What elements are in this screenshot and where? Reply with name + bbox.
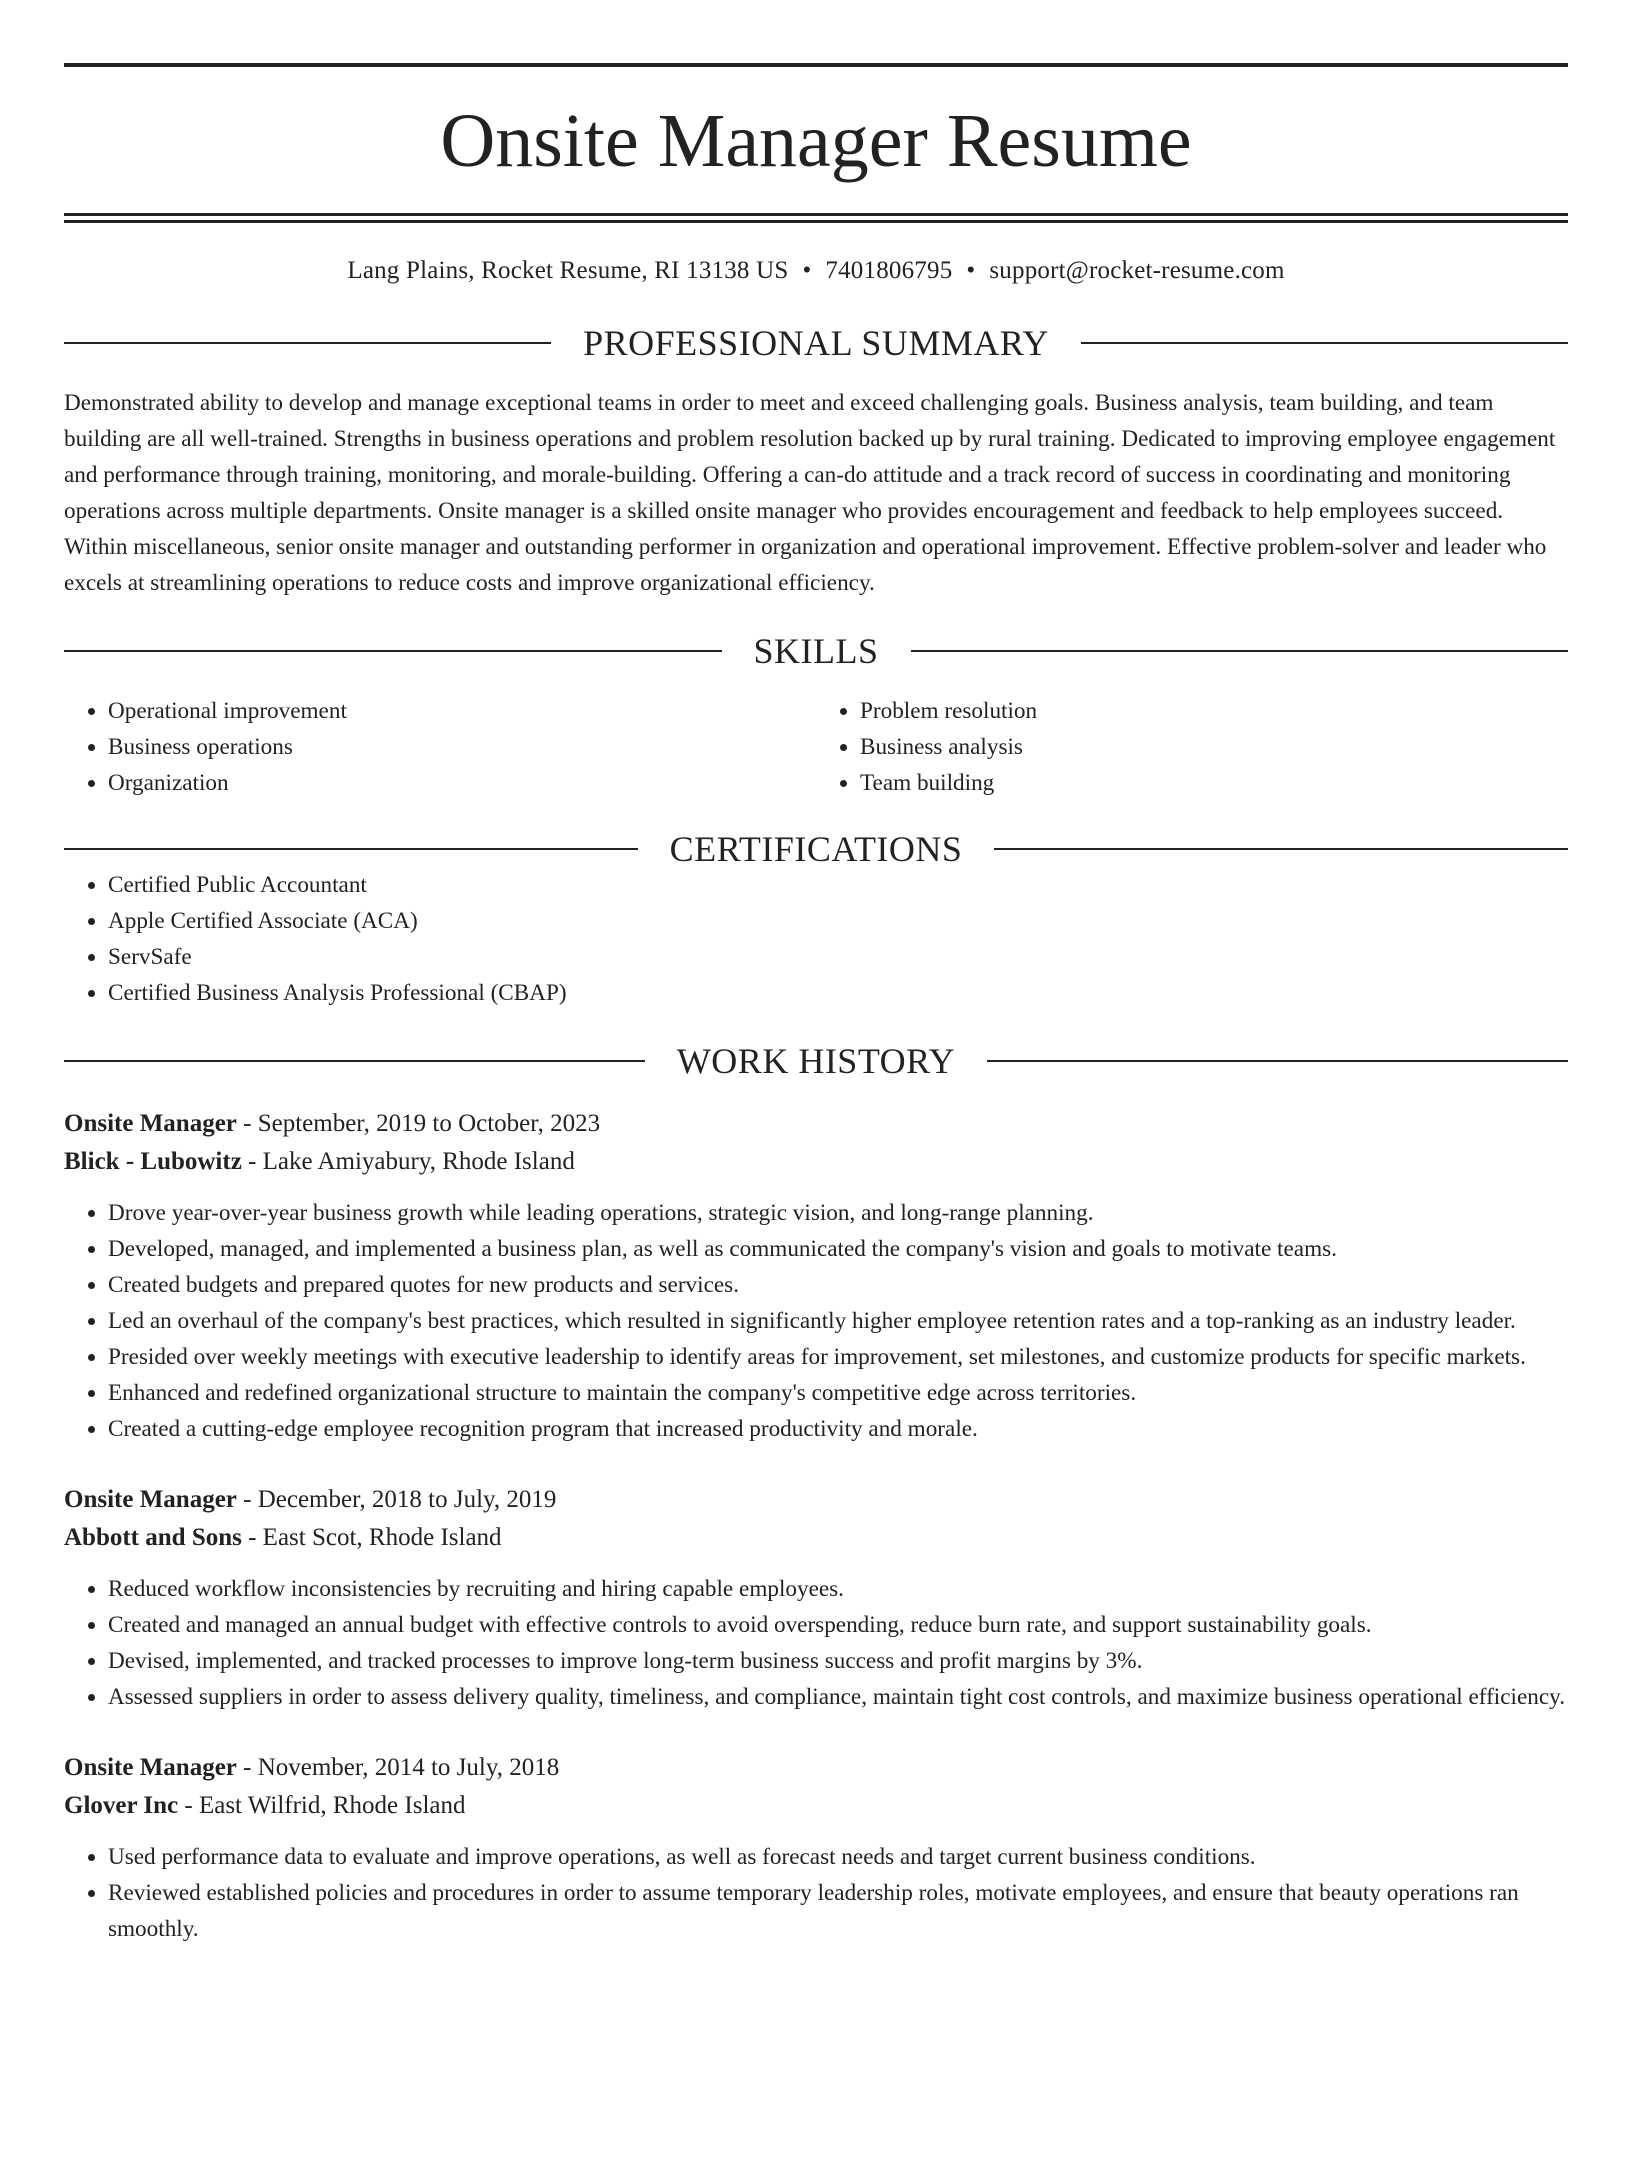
job-bullet: • Reviewed established policies and procedures in order to assume temporary leadership roles, motivate employees, and ensure that beauty operations ran smoothly.	[108, 1875, 1568, 1947]
job-bullet: • Created a cutting-edge employee recognition program that increased productivity and morale.	[108, 1411, 1568, 1447]
divider	[994, 848, 1568, 850]
job-bullets	[64, 1839, 1568, 1947]
job-location: - East Wilfrid, Rhode Island	[178, 1792, 466, 1819]
section-heading-skills	[64, 633, 1568, 669]
job-location: - East Scot, Rhode Island	[241, 1524, 502, 1551]
job-dates: - December, 2018 to July, 2019	[236, 1486, 557, 1513]
job-bullet: • Devised, implemented, and tracked processes to improve long-term business success and profit margins by 3%.	[108, 1643, 1568, 1679]
skills-list-left	[64, 693, 816, 801]
job-bullet: • Enhanced and redefined organizational structure to maintain the company's competitive edge across territories.	[108, 1375, 1568, 1411]
job-title-line	[64, 1749, 1568, 1787]
section-heading-certifications	[64, 831, 1568, 867]
divider	[64, 342, 551, 344]
resume-title: Onsite Manager Resume	[440, 99, 1192, 183]
job-title-line	[64, 1481, 1568, 1519]
contact-line	[64, 257, 1568, 285]
top-rule	[64, 63, 1568, 67]
certification-item: • Certified Business Analysis Professional (CBAP)	[108, 975, 1568, 1011]
job-title: Onsite Manager	[64, 1110, 237, 1137]
skill-item: • Business operations	[108, 729, 816, 765]
job-title-line	[64, 1105, 1568, 1143]
divider	[64, 1060, 645, 1062]
job-company-line	[64, 1519, 1568, 1557]
skills-grid	[64, 693, 1568, 801]
job-location: - Lake Amiyabury, Rhode Island	[241, 1148, 575, 1175]
certifications-list	[64, 867, 1568, 1011]
divider	[64, 650, 722, 652]
job-bullet: • Developed, managed, and implemented a business plan, as well as communicated the company's vision and goals to motivate teams.	[108, 1231, 1568, 1267]
job-entry	[64, 1481, 1568, 1715]
contact-address: Lang Plains, Rocket Resume, RI 13138 US	[347, 257, 789, 284]
job-company-line	[64, 1143, 1568, 1181]
job-company: Glover Inc	[64, 1792, 179, 1819]
skill-item: • Team building	[860, 765, 1568, 801]
certification-item: • Certified Public Accountant	[108, 867, 1568, 903]
certifications-heading: CERTIFICATIONS	[669, 829, 963, 869]
job-title: Onsite Manager	[64, 1754, 237, 1781]
job-bullet: • Created budgets and prepared quotes for new products and services.	[108, 1267, 1568, 1303]
job-dates: - November, 2014 to July, 2018	[236, 1754, 560, 1781]
certification-item: • Apple Certified Associate (ACA)	[108, 903, 1568, 939]
contact-separator: •	[802, 257, 812, 284]
contact-email: support@rocket-resume.com	[989, 257, 1285, 284]
job-bullet: • Assessed suppliers in order to assess delivery quality, timeliness, and compliance, maintain tight cost controls, and maximize business operational efficiency.	[108, 1679, 1568, 1715]
work-history-heading: WORK HISTORY	[676, 1041, 956, 1081]
resume-page	[0, 63, 1632, 2175]
job-entry	[64, 1749, 1568, 1947]
section-heading-work-history	[64, 1043, 1568, 1079]
skills-heading: SKILLS	[753, 631, 879, 671]
job-dates: - September, 2019 to October, 2023	[236, 1110, 601, 1137]
job-bullet: • Created and managed an annual budget with effective controls to avoid overspending, reduce burn rate, and support sustainability goals.	[108, 1607, 1568, 1643]
skills-list-right	[816, 693, 1568, 801]
contact-phone: 7401806795	[825, 257, 953, 284]
job-bullet: • Drove year-over-year business growth while leading operations, strategic vision, and long-range planning.	[108, 1195, 1568, 1231]
divider	[64, 848, 638, 850]
job-bullets	[64, 1571, 1568, 1715]
divider	[911, 650, 1569, 652]
title-double-rule	[64, 213, 1568, 223]
job-bullet: • Reduced workflow inconsistencies by recruiting and hiring capable employees.	[108, 1571, 1568, 1607]
skill-item: • Problem resolution	[860, 693, 1568, 729]
divider	[987, 1060, 1568, 1062]
certification-item: • ServSafe	[108, 939, 1568, 975]
section-heading-summary	[64, 325, 1568, 361]
skill-item: • Business analysis	[860, 729, 1568, 765]
summary-heading: PROFESSIONAL SUMMARY	[583, 323, 1049, 363]
divider	[1081, 342, 1568, 344]
summary-text: Demonstrated ability to develop and manage exceptional teams in order to meet and exceed challenging goals. Business analysis, team building, and team building are all well-trained. Strengths in business operations and problem resolution backed up by rural training. Dedicated to improving employee engagement and performance through training, monitoring, and morale-building. Offering a can-do attitude and a track record of success in coordinating and monitoring operations across multiple departments. Onsite manager is a skilled onsite manager who provides encouragement and feedback to help employees succeed. Within miscellaneous, senior onsite manager and outstanding performer in organization and operational improvement. Effective problem-solver and leader who excels at streamlining operations to reduce costs and improve organizational efficiency.	[64, 390, 1556, 596]
skill-item: • Organization	[108, 765, 816, 801]
job-bullet: • Led an overhaul of the company's best practices, which resulted in significantly higher employee retention rates and a top-ranking as an industry leader.	[108, 1303, 1568, 1339]
job-entry	[64, 1105, 1568, 1447]
job-bullet: • Used performance data to evaluate and improve operations, as well as forecast needs and target current business conditions.	[108, 1839, 1568, 1875]
job-bullet: • Presided over weekly meetings with executive leadership to identify areas for improvement, set milestones, and customize products for specific markets.	[108, 1339, 1568, 1375]
skill-item: • Operational improvement	[108, 693, 816, 729]
job-company: Abbott and Sons	[64, 1524, 242, 1551]
job-company: Blick - Lubowitz	[64, 1148, 242, 1175]
job-title: Onsite Manager	[64, 1486, 237, 1513]
job-bullets	[64, 1195, 1568, 1447]
contact-separator: •	[966, 257, 976, 284]
job-company-line	[64, 1787, 1568, 1825]
